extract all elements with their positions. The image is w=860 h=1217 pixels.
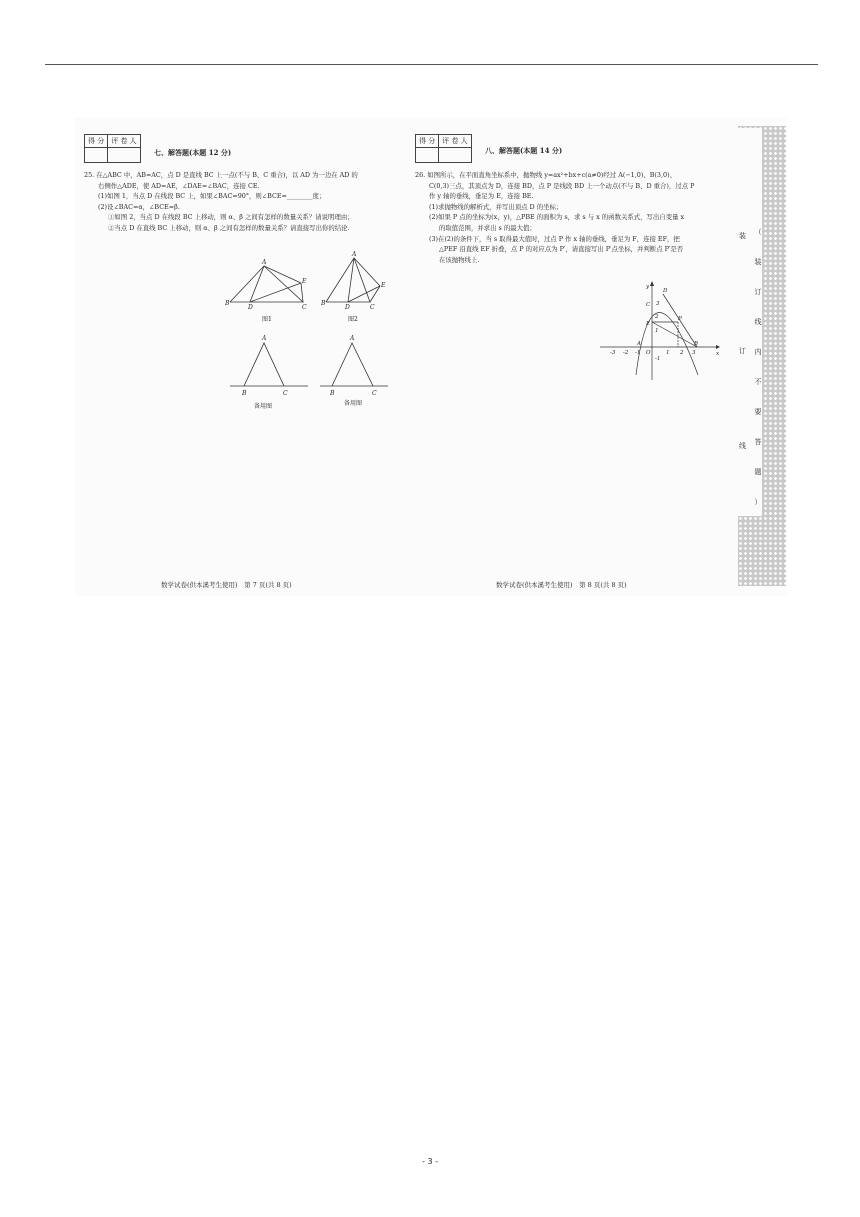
spare1-label-A: A (262, 335, 267, 342)
y-arrow (650, 281, 654, 286)
q26-coordinate-graph (596, 280, 726, 385)
figure-2 (326, 258, 380, 302)
fig2-label-B: B (321, 300, 326, 307)
left-section-title: 七、解答题(本题 12 分) (154, 148, 232, 157)
q26-line: (3)在(2)的条件下，当 s 取得最大值时，过点 P 作 x 轴的垂线，垂足为 F，连接 EF，把 (429, 234, 680, 243)
question-25-text (84, 170, 358, 234)
binding-char: 不 (754, 378, 762, 386)
binding-char: 答 (754, 438, 762, 446)
tick-x-minus-3: -3 (610, 350, 616, 356)
fig2-label-E: E (381, 282, 386, 289)
q25-figures (220, 250, 400, 415)
binding-char: 订 (754, 288, 762, 296)
spare2-caption: 备用图 (344, 400, 363, 407)
spare1-label-C: C (283, 390, 288, 397)
label-C: C (646, 302, 651, 308)
binding-char: 要 (754, 408, 762, 416)
binding-char: ） (754, 498, 762, 506)
q25-line: 右侧作△ADE，使 AD=AE，∠DAE=∠BAC，连接 CE. (98, 181, 260, 190)
label-E: E (646, 321, 651, 327)
fig2-label-C: C (370, 304, 375, 311)
q25-line: ②当点 D 在直线 BC 上移动，则 α、β 之间有怎样的数量关系？请直接写出你的结论. (108, 223, 350, 232)
right-score-table (415, 134, 472, 163)
fig1-label-D: D (248, 304, 253, 311)
q26-line: C(0,3)三点，其顶点为 D，连接 BD，点 P 是线段 BD 上一个动点(不与 B、D 重合)，过点 P (429, 181, 695, 190)
label-y: y (646, 284, 650, 290)
q26-line: 的取值范围，并求出 s 的最大值； (439, 223, 536, 232)
q25-line: 25. 在△ABC 中，AB=AC，点 D 是直线 BC 上一点(不与 B、C 重合)，以 AD 为一边在 AD 的 (84, 171, 358, 179)
tick-x-minus-1: -1 (635, 350, 641, 356)
binding-char: 内 (754, 348, 762, 356)
right-footer: 数学试卷(供本溪考生使用) 第 8 页(共 8 页) (496, 581, 627, 589)
header-rule (45, 64, 818, 65)
spare-figure-1 (230, 343, 308, 386)
left-score-table (84, 134, 141, 163)
question-26-text (415, 170, 694, 265)
fig1-label-B: B (225, 300, 230, 307)
q26-line: △PEF 沿直线 EF 折叠，点 P 的对应点为 P′，请直接写出 P′点坐标，并判断点 P′是否 (439, 245, 684, 254)
reviewer-label: 评 卷 人 (108, 135, 140, 148)
binding-side-label-3: 线 (739, 442, 746, 450)
score-label: 得 分 (85, 135, 108, 148)
spare-figure-2 (320, 343, 388, 386)
x-arrow (716, 345, 720, 349)
label-D: D (663, 288, 668, 294)
left-footer: 数学试卷(供本溪考生使用) 第 7 页(共 8 页) (161, 581, 292, 589)
fig2-caption: 图2 (348, 316, 358, 323)
fig1-label-A: A (262, 259, 267, 266)
tick-y-1: 1 (655, 328, 659, 334)
q26-line: 在该抛物线上. (439, 255, 480, 264)
tick-x-3: 3 (692, 350, 696, 356)
page-number: - 3 - (422, 1157, 438, 1166)
label-A: A (637, 341, 641, 347)
fig2-label-D: D (345, 304, 350, 311)
reviewer-label: 评 卷 人 (439, 135, 471, 148)
fig1-label-C: C (302, 304, 307, 311)
segment-BE (652, 322, 697, 347)
binding-side-label-1: 装 (739, 232, 746, 240)
binding-side-label-2: 订 (739, 347, 746, 355)
tick-y-2: 2 (655, 314, 659, 320)
binding-char: 线 (754, 318, 762, 326)
spare1-caption: 备用图 (254, 403, 273, 410)
tick-y-minus-1: -1 (655, 356, 661, 362)
right-section-title: 八、解答题(本题 14 分) (485, 146, 563, 155)
label-P: P (678, 316, 682, 322)
spare2-label-B: B (330, 390, 335, 397)
spare2-label-C: C (372, 390, 377, 397)
fig1-label-E: E (302, 278, 307, 285)
spare2-label-A: A (350, 335, 355, 342)
q25-line: (1)如图 1，当点 D 在线段 BC 上，如果∠BAC=90°，则∠BCE=________度； (98, 192, 326, 201)
figure-1 (230, 266, 303, 302)
tick-x-minus-2: -2 (623, 350, 629, 356)
label-B: B (694, 341, 699, 347)
label-O: O (646, 350, 651, 356)
fig2-label-A: A (352, 251, 357, 258)
binding-char: 题 (754, 468, 762, 476)
q26-line: (2)如果 P 点的坐标为(x，y)，△PBE 的面积为 s，求 s 与 x 的函数关系式，写出自变量 x (429, 213, 685, 222)
spare1-label-B: B (242, 390, 247, 397)
q25-line: ①如图 2，当点 D 在线段 BC 上移动，则 α、β 之间有怎样的数量关系？请说明理由； (108, 213, 354, 222)
q26-line: 作 y 轴的垂线，垂足为 E，连接 BE. (429, 192, 534, 201)
tick-x-1: 1 (666, 350, 670, 356)
binding-char: 装 (754, 258, 762, 266)
q26-line: (1)求抛物线的解析式，并写出顶点 D 的坐标； (429, 202, 563, 211)
tick-y-3: 3 (656, 301, 660, 307)
fig1-caption: 图1 (262, 316, 272, 323)
tick-x-2: 2 (680, 350, 684, 356)
binding-notice (752, 228, 764, 528)
q25-line: (2)设∠BAC=α，∠BCE=β. (98, 202, 180, 211)
q26-line: 26. 如图所示，在平面直角坐标系中，抛物线 y=ax²+bx+c(a≠0)经过 A(−1,0)、B(3,0)、 (415, 171, 676, 179)
binding-char: （ (754, 228, 762, 236)
score-label: 得 分 (416, 135, 439, 148)
label-x: x (716, 351, 720, 357)
